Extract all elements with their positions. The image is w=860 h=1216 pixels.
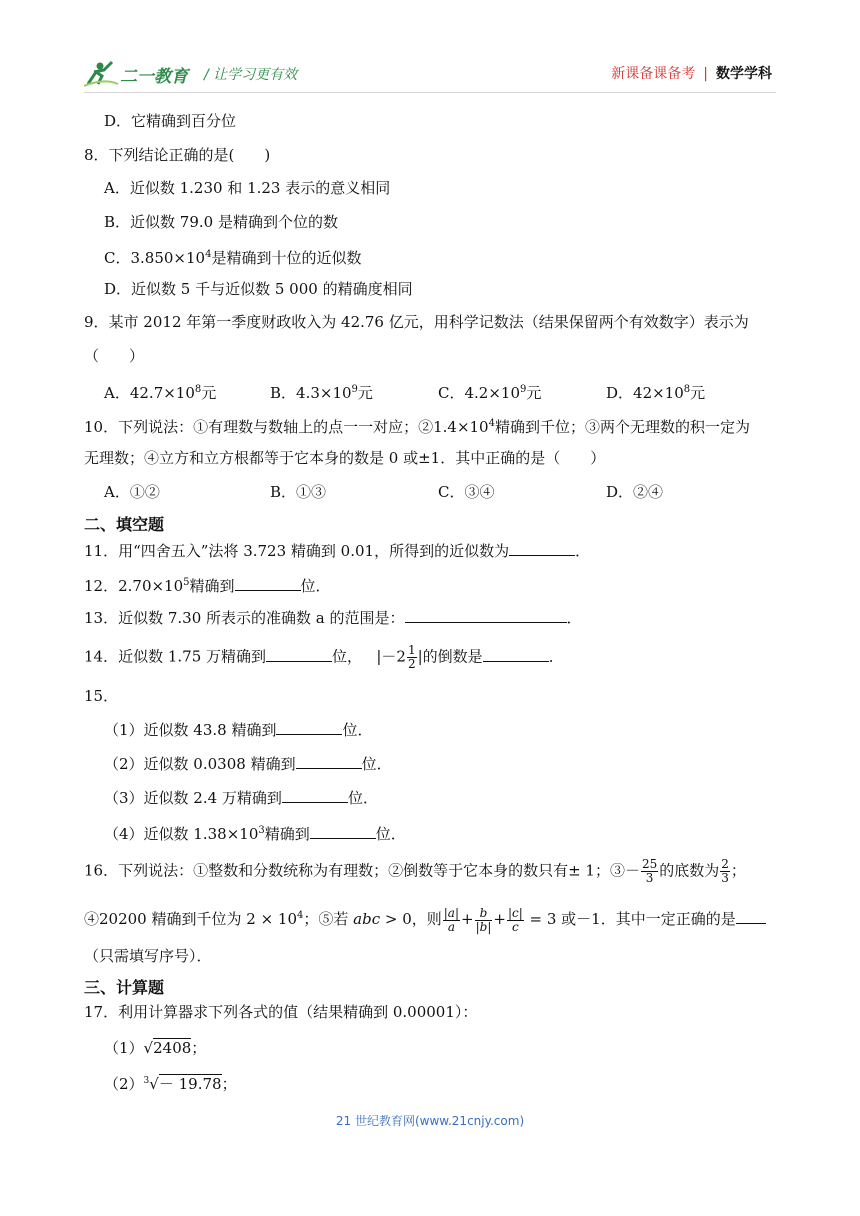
answer-blank bbox=[310, 823, 376, 839]
header-divider bbox=[84, 92, 776, 93]
q10-option-d: D．②④ bbox=[606, 483, 664, 501]
header-course: 新课备课备考 bbox=[611, 66, 696, 82]
q11: 11．用“四舍五入”法将 3.723 精确到 0.01，所得到的近似数为 ． bbox=[84, 542, 591, 560]
q9-option-b: B．$4.3\times 10^9$元 bbox=[270, 384, 373, 402]
answer-blank bbox=[405, 607, 567, 623]
section-calculation: 三、计算题 bbox=[84, 978, 165, 997]
cube-root-icon: √ bbox=[149, 1075, 159, 1093]
q14: 14．近似数 1.75 万精确到 位， |－2 $\frac{1}{2}$ |的倒数是 ． bbox=[84, 643, 564, 671]
q8-option-b: B．近似数 79.0 是精确到个位的数 bbox=[104, 213, 338, 231]
header-right bbox=[611, 63, 772, 83]
q10-stem-line1: 10．下列说法：①有理数与数轴上的点一一对应；$②1.4\times 10^4$精确到千位；③两个无理数的积一定为 bbox=[84, 418, 750, 436]
answer-blank bbox=[282, 787, 348, 803]
q15-3: （3）近似数 2.4 万精确到 位． bbox=[104, 789, 378, 807]
q15-4: （4）近似数 $1.38\times 10^3$精确到 位． bbox=[104, 825, 406, 843]
q8-stem: 8．下列结论正确的是( ) bbox=[84, 146, 271, 164]
q7-option-d: D．它精确到百分位 bbox=[104, 112, 237, 130]
q17-1: （1）√2408； bbox=[104, 1039, 207, 1057]
q10-option-c: C．③④ bbox=[438, 483, 495, 501]
q12: 12．$2.70\times 10^5$精确到 位． bbox=[84, 577, 331, 595]
section-fill-blank: 二、填空题 bbox=[84, 515, 165, 534]
q10-option-a: A．①② bbox=[104, 483, 160, 501]
answer-blank bbox=[235, 575, 301, 591]
q9-option-d: D．$42\times 10^8$元 bbox=[606, 384, 706, 402]
q8-option-a: A．近似数 1.230 和 1.23 表示的意义相同 bbox=[104, 179, 391, 197]
answer-blank bbox=[276, 719, 342, 735]
q8-option-c: C．$3.850\times 10^4$是精确到十位的近似数 bbox=[104, 249, 362, 267]
answer-blank bbox=[483, 646, 549, 662]
header-separator: | bbox=[703, 66, 708, 82]
q9-option-c: C．$4.2\times 10^9$元 bbox=[438, 384, 542, 402]
q10-stem-line2: 无理数；④立方和立方根都等于它本身的数是 0 或±1．其中正确的是（ ） bbox=[84, 449, 606, 467]
q15-stem: 15． bbox=[84, 687, 119, 705]
header-subject: 数学学科 bbox=[716, 66, 772, 82]
q15-2: （2）近似数 0.0308 精确到 位． bbox=[104, 755, 392, 773]
answer-blank bbox=[736, 908, 766, 924]
logo-text: 二一教育 bbox=[120, 67, 188, 87]
q9-option-a: A．$42.7\times 10^8$元 bbox=[104, 384, 217, 402]
q16-line3: （只需填写序号）． bbox=[84, 947, 212, 965]
answer-blank bbox=[266, 646, 332, 662]
q17-stem: 17．利用计算器求下列各式的值（结果精确到 0.00001）： bbox=[84, 1003, 478, 1021]
logo bbox=[84, 58, 192, 88]
q16-line2: ④20200 精确到千位为 $2 \times 10^4$；⑤若 abc > 0，则 $\frac{|a|}{a}$ + $\frac{b}{|b|}$ + $\frac{|c|}{c}$ = 3 或－1．其中一定正确的是 bbox=[84, 906, 766, 934]
footer-source[interactable]: 21 世纪教育网(www.21cnjy.com) bbox=[335, 1114, 525, 1128]
q16-line1: 16．下列说法：①整数和分数统称为有理数；②倒数等于它本身的数只有± 1；③－ $\frac{25}{3}$ 的底数为 $\frac{2}{3}$ ； bbox=[84, 857, 746, 885]
q9-paren: （ ） bbox=[84, 347, 145, 365]
answer-blank bbox=[509, 540, 575, 556]
q17-2: $(2)^3√- 19.78$； bbox=[104, 1075, 237, 1093]
q10-option-b: B．①③ bbox=[270, 483, 327, 501]
sqrt-icon: √ bbox=[143, 1039, 154, 1057]
q13: 13．近似数 7.30 所表示的准确数 a 的范围是： ． bbox=[84, 609, 582, 627]
q15-1: （1）近似数 43.8 精确到 位． bbox=[104, 721, 373, 739]
slogan: / 让学习更有效 bbox=[204, 67, 298, 83]
answer-blank bbox=[296, 753, 362, 769]
q8-option-d: D．近似数 5 千与近似数 5 000 的精确度相同 bbox=[104, 280, 413, 298]
q9-stem: 9．某市 2012 年第一季度财政收入为 42.76 亿元，用科学记数法（结果保留两个有效数字）表示为 bbox=[84, 313, 749, 331]
